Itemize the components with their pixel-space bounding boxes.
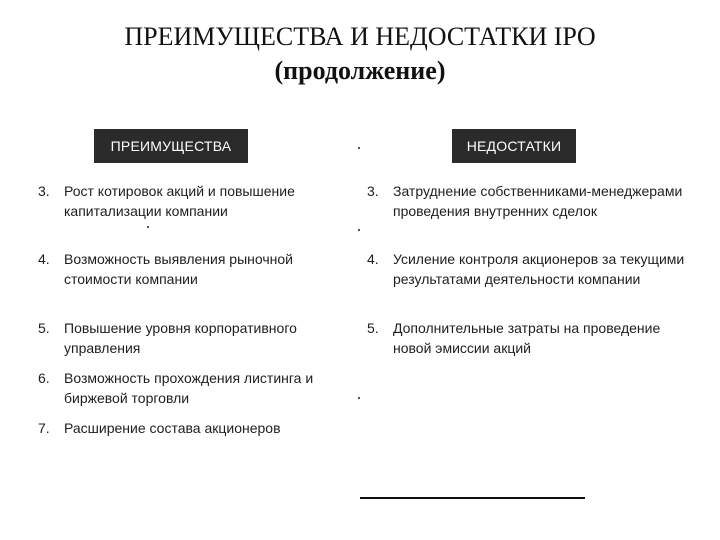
stray-dot bbox=[358, 229, 360, 231]
advantage-item bbox=[38, 181, 338, 223]
disadvantage-number: 3. bbox=[367, 183, 379, 199]
advantage-number: 4. bbox=[38, 251, 50, 267]
advantage-text: Повышение уровня корпоративного управления bbox=[64, 320, 297, 356]
disadvantage-item bbox=[367, 318, 687, 360]
advantage-number: 6. bbox=[38, 370, 50, 386]
advantage-number: 7. bbox=[38, 420, 50, 436]
page-title bbox=[0, 20, 720, 88]
title-line-1: ПРЕИМУЩЕСТВА И НЕДОСТАТКИ IPO bbox=[124, 22, 596, 51]
advantage-text: Возможность прохождения листинга и биржевой торговли bbox=[64, 370, 314, 406]
disadvantages-header: НЕДОСТАТКИ bbox=[452, 129, 576, 163]
advantage-number: 3. bbox=[38, 183, 50, 199]
disadvantage-text: Дополнительные затраты на проведение новой эмиссии акций bbox=[393, 320, 661, 356]
advantage-item bbox=[38, 249, 338, 291]
advantages-header: ПРЕИМУЩЕСТВА bbox=[94, 129, 248, 163]
advantage-text: Возможность выявления рыночной стоимости компании bbox=[64, 251, 293, 287]
disadvantage-text: Затруднение собственниками-менеджерами проведения внутренних сделок bbox=[393, 183, 683, 219]
advantage-item bbox=[38, 318, 338, 360]
advantage-number: 5. bbox=[38, 320, 50, 336]
title-line-2: (продолжение) bbox=[274, 56, 446, 85]
disadvantage-item bbox=[367, 249, 687, 311]
advantage-item bbox=[38, 418, 338, 440]
disadvantage-item bbox=[367, 181, 687, 243]
advantage-item bbox=[38, 368, 338, 410]
stray-dot bbox=[147, 226, 149, 228]
advantage-text: Рост котировок акций и повышение капитализации компании bbox=[64, 183, 295, 219]
disadvantage-text: Усиление контроля акционеров за текущими результатами деятельности компании bbox=[393, 251, 685, 287]
disadvantage-number: 4. bbox=[367, 251, 379, 267]
advantage-text: Расширение состава акционеров bbox=[64, 420, 281, 436]
footer-rule bbox=[360, 497, 585, 499]
stray-dot bbox=[358, 397, 360, 399]
disadvantage-number: 5. bbox=[367, 320, 379, 336]
stray-dot bbox=[358, 147, 360, 149]
